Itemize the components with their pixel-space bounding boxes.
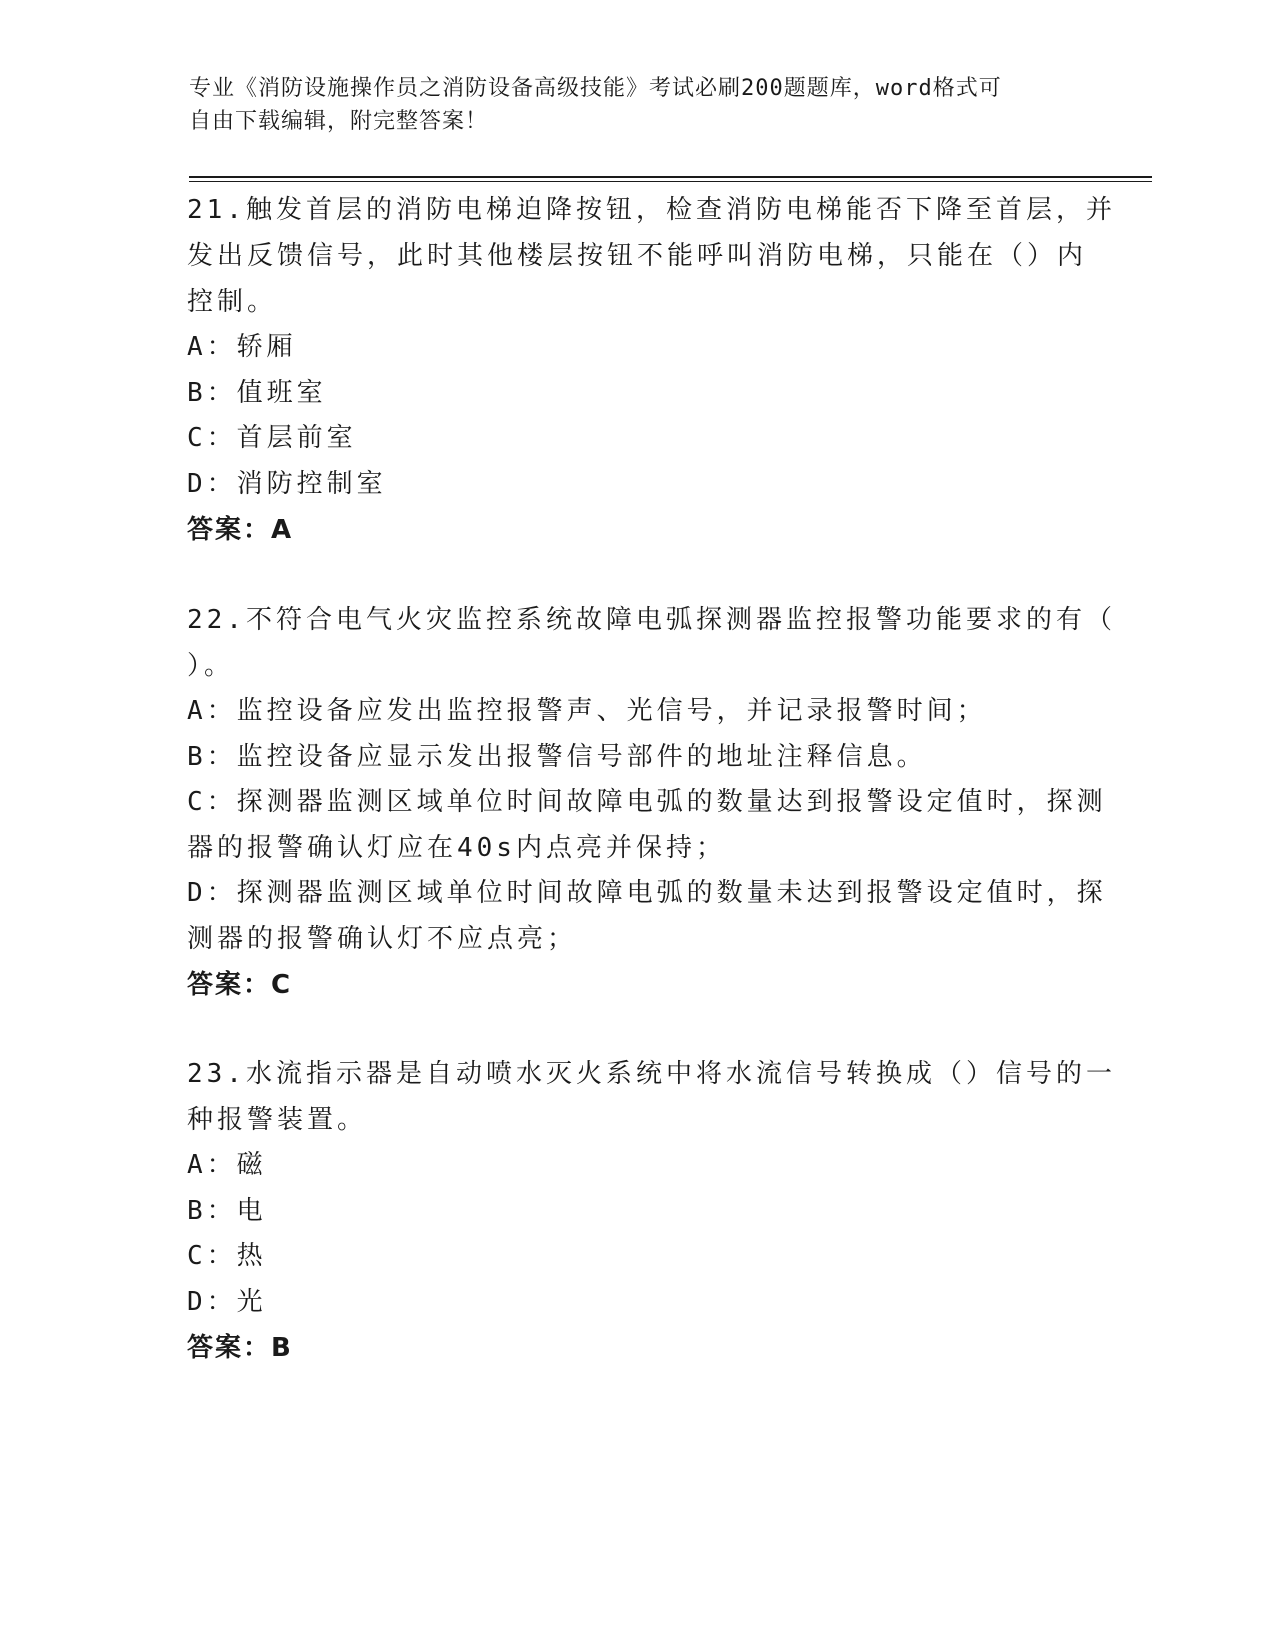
option-a: A：监控设备应发出监控报警声、光信号，并记录报警时间； xyxy=(187,696,987,726)
answer-label: 答案：C xyxy=(187,970,293,1000)
option-b: B：值班室 xyxy=(187,377,327,408)
question-stem-line: 22.不符合电气火灾监控系统故障电弧探测器监控报警功能要求的有（ xyxy=(187,605,1116,635)
option-a: A：轿厢 xyxy=(187,332,297,362)
question-stem-line: ）。 xyxy=(187,651,235,681)
question-stem-line: 控制。 xyxy=(187,287,278,317)
option-d-continued: 测器的报警确认灯不应点亮； xyxy=(187,923,578,954)
header-divider-thin xyxy=(189,181,1152,182)
header-divider-thick xyxy=(189,176,1152,178)
option-d: D：探测器监测区域单位时间故障电弧的数量未达到报警设定值时，探 xyxy=(187,878,1107,908)
option-c-continued: 器的报警确认灯应在40s内点亮并保持； xyxy=(187,832,726,863)
option-d: D：消防控制室 xyxy=(187,468,387,499)
option-c: C：热 xyxy=(187,1241,267,1271)
answer-label: 答案：A xyxy=(187,515,294,545)
header-line-2: 自由下载编辑，附完整答案！ xyxy=(189,109,489,134)
option-c: C：首层前室 xyxy=(187,423,357,453)
question-stem-line: 21.触发首层的消防电梯迫降按钮，检查消防电梯能否下降至首层，并 xyxy=(187,195,1116,225)
option-d: D：光 xyxy=(187,1286,267,1317)
question-22 xyxy=(187,597,1116,1008)
question-stem-line: 23.水流指示器是自动喷水灭火系统中将水流信号转换成（）信号的一 xyxy=(187,1059,1116,1089)
question-21 xyxy=(187,187,1116,553)
answer-label: 答案：B xyxy=(187,1333,293,1363)
question-stem-line: 种报警装置。 xyxy=(187,1105,368,1135)
option-b: B：电 xyxy=(187,1195,267,1226)
option-b: B：监控设备应显示发出报警信号部件的地址注释信息。 xyxy=(187,741,927,772)
header-line-1: 专业《消防设施操作员之消防设备高级技能》考试必刷200题题库，word格式可 xyxy=(189,76,1002,101)
document-header xyxy=(189,72,1089,138)
option-a: A：磁 xyxy=(187,1150,267,1180)
question-stem-line: 发出反馈信号，此时其他楼层按钮不能呼叫消防电梯，只能在（）内 xyxy=(187,241,1088,271)
question-23 xyxy=(187,1051,1116,1371)
option-c: C：探测器监测区域单位时间故障电弧的数量达到报警设定值时，探测 xyxy=(187,787,1107,817)
